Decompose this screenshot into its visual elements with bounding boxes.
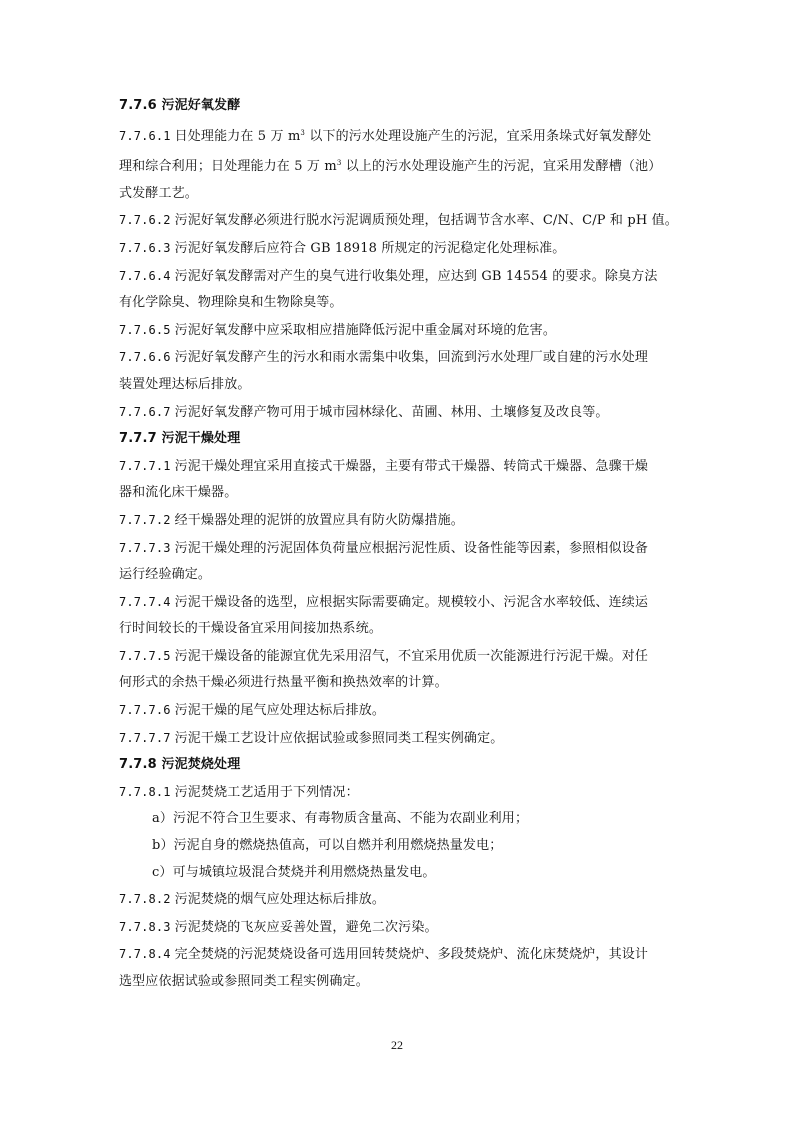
clause-number: 7.7.7.3 (119, 540, 171, 555)
clause-text: 理和综合利用；日处理能力在 5 万 m (119, 159, 337, 175)
page-number: 22 (391, 1038, 403, 1052)
clause-7-7-7-6 (119, 697, 677, 725)
clause-number: 7.7.6.2 (119, 213, 171, 228)
clause-number: 7.7.7.5 (119, 648, 171, 663)
clause-7-7-7-3 (119, 535, 677, 563)
clause-text: 污泥焚烧的飞灰应妥善处置，避免二次污染。 (174, 919, 438, 935)
clause-number: 7.7.6.4 (119, 268, 171, 283)
clause-text: 污泥好氧发酵产生的污水和雨水需集中收集，回流到污水处理厂或自建的污水处理 (174, 350, 649, 366)
clause-7-7-6-3 (119, 235, 677, 263)
clause-number: 7.7.6.5 (119, 322, 171, 337)
clause-text: 以下的污水处理设施产生的污泥，宜采用条垛式好氧发酵处 (305, 128, 652, 144)
clause-number: 7.7.8.1 (119, 784, 171, 799)
clause-number: 7.7.7.6 (119, 703, 171, 718)
section-title: 污泥好氧发酵 (161, 98, 241, 113)
clause-number: 7.7.8.3 (119, 919, 171, 934)
clause-7-7-7-4 (119, 589, 677, 617)
clause-text: 污泥好氧发酵产物可用于城市园林绿化、苗圃、林用、土壤修复及改良等。 (174, 404, 609, 420)
clause-text: 污泥好氧发酵中应采取相应措施降低污泥中重金属对环境的危害。 (174, 322, 556, 338)
clause-text: 污泥好氧发酵需对产生的臭气进行收集处理，应达到 GB 14554 的要求。除臭方法 (174, 268, 658, 284)
clause-text: 污泥好氧发酵必须进行脱水污泥调质预处理，包括调节含水率、C/N、C/P 和 pH 值。 (174, 213, 678, 229)
clause-7-7-7-1 (119, 453, 677, 481)
clause-7-7-6-4 (119, 263, 677, 291)
clause-number: 7.7.6.1 (119, 128, 171, 143)
clause-7-7-7-2 (119, 507, 677, 535)
clause-number: 7.7.8.2 (119, 892, 171, 907)
list-item-a: a）污泥不符合卫生要求、有毒物质含量高、不能为农副业利用； (152, 811, 529, 827)
section-title: 污泥焚烧处理 (161, 757, 241, 773)
superscript: 3 (336, 159, 342, 168)
clause-text: 何形式的余热干燥必须进行热量平衡和换热效率的计算。 (119, 675, 448, 691)
clause-text: 运行经验确定。 (119, 567, 212, 583)
section-number: 7.7.7 (119, 431, 157, 447)
clause-text: 器和流化床干燥器。 (119, 485, 238, 501)
clause-text: 污泥干燥的尾气应处理达标后排放。 (174, 703, 386, 719)
clause-number: 7.7.7.1 (119, 458, 171, 473)
clause-text: 式发酵工艺。 (119, 185, 198, 201)
section-number: 7.7.6 (119, 98, 157, 113)
superscript: 3 (300, 128, 306, 137)
clause-text: 污泥好氧发酵后应符合 GB 18918 所规定的污泥稳定化处理标准。 (174, 240, 566, 256)
clause-text: 污泥焚烧工艺适用于下列情况： (174, 784, 359, 800)
list-item-b: b）污泥自身的燃烧热值高，可以自燃并利用燃烧热量发电； (152, 838, 503, 854)
clause-7-7-6-7 (119, 399, 677, 427)
clause-text: 日处理能力在 5 万 m (174, 128, 301, 144)
clause-7-7-8-2 (119, 886, 677, 914)
clause-text: 完全焚烧的污泥焚烧设备可选用回转焚烧炉、多段焚烧炉、流化床焚烧炉，其设计 (174, 947, 649, 963)
clause-7-7-7-7 (119, 725, 677, 753)
clause-7-7-6-1-cont (119, 150, 677, 181)
clause-text: 装置处理达标后排放。 (119, 376, 251, 392)
clause-text: 污泥干燥处理的污泥固体负荷量应根据污泥性质、设备性能等因素，参照相似设备 (174, 540, 649, 556)
clause-7-7-6-5 (119, 317, 677, 345)
clause-text: 污泥干燥处理宜采用直接式干燥器，主要有带式干燥器、转筒式干燥器、急骤干燥 (174, 458, 649, 474)
list-item-c: c）可与城镇垃圾混合焚烧并利用燃烧热量发电。 (152, 864, 436, 880)
clause-text: 污泥干燥工艺设计应依据试验或参照同类工程实例确定。 (174, 730, 504, 746)
clause-text: 污泥焚烧的烟气应处理达标后排放。 (174, 892, 386, 908)
section-heading-7-7-6 (119, 93, 677, 120)
clause-text: 污泥干燥设备的选型，应根据实际需要确定。规模较小、污泥含水率较低、连续运 (174, 594, 649, 610)
section-heading-7-7-8 (119, 752, 677, 779)
clause-7-7-7-5 (119, 643, 677, 671)
section-heading-7-7-7 (119, 426, 677, 453)
clause-7-7-8-1 (119, 779, 677, 807)
clause-text: 选型应依据试验或参照同类工程实例确定。 (119, 974, 369, 989)
clause-text: 有化学除臭、物理除臭和生物除臭等。 (119, 295, 343, 311)
clause-text: 行时间较长的干燥设备宜采用间接加热系统。 (119, 621, 383, 637)
clause-7-7-8-4 (119, 941, 677, 969)
clause-7-7-6-2 (119, 207, 677, 235)
clause-text: 污泥干燥设备的能源宜优先采用沼气，不宜采用优质一次能源进行污泥干燥。对任 (174, 648, 649, 664)
clause-number: 7.7.6.6 (119, 350, 171, 365)
section-number: 7.7.8 (119, 757, 157, 773)
clause-number: 7.7.8.4 (119, 947, 171, 962)
clause-number: 7.7.7.2 (119, 512, 171, 527)
section-title: 污泥干燥处理 (161, 431, 241, 447)
document-body (119, 93, 677, 996)
clause-number: 7.7.6.7 (119, 404, 171, 419)
clause-7-7-8-3 (119, 914, 677, 942)
clause-number: 7.7.7.4 (119, 594, 171, 609)
clause-number: 7.7.7.7 (119, 730, 171, 745)
clause-text: 以上的污水处理设施产生的污泥，宜采用发酵槽（池） (341, 159, 662, 175)
clause-7-7-6-1 (119, 120, 677, 151)
clause-text: 经干燥器处理的泥饼的放置应具有防火防爆措施。 (174, 512, 464, 528)
clause-7-7-6-6 (119, 344, 677, 372)
clause-number: 7.7.6.3 (119, 240, 171, 255)
